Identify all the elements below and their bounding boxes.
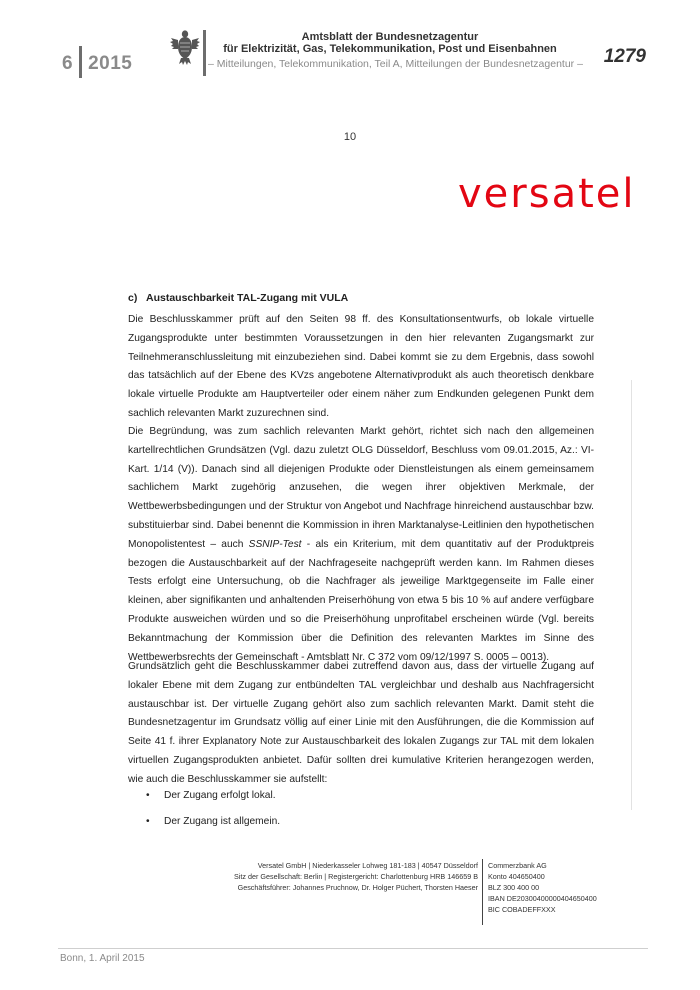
bank-account: Konto 404650400: [488, 872, 545, 881]
section-title: Austauschbarkeit TAL-Zugang mit VULA: [146, 292, 349, 304]
bank-iban: IBAN DE20300400000404650400: [488, 894, 597, 903]
bank-name: Commerzbank AG: [488, 861, 547, 870]
federal-eagle-icon: [170, 28, 200, 66]
publication-title-line2: für Elektrizität, Gas, Telekommunikation, Post und Eisenbahnen: [223, 43, 557, 55]
company-address: Versatel GmbH | Niederkasseler Lohweg 181-183 | 40547 Düsseldorf: [257, 861, 478, 870]
list-item: • Der Zugang erfolgt lokal.: [146, 787, 280, 813]
scan-artifact: [631, 380, 632, 810]
publication-subtitle: – Mitteilungen, Telekommunikation, Teil A, Mitteilungen der Bundesnetzagentur –: [208, 58, 583, 70]
footer-rule: [58, 948, 648, 949]
paragraph-2-part-a: Die Begründung, was zum sachlich relevanten Markt gehört, richtet sich nach den allgemeinen kartellrechtlichen Grundsätzen (Vgl. dazu zuletzt OLG Düsseldorf, Beschluss vom 09.01.2015, Az.: VI-Kart. 1/14 (V)). Danach sind all diejenigen Produkte oder Dienstleistungen als einem gemeinsamem sachlichem Markt zugehörig anzusehen, die wegen ihrer objektiven Merkmale, der Wettbewerbsbedingungen und der Struktur von Angebot und Nachfrage hinreichend austauschbar bzw. substituierbar sind. Dabei benennt die Kommission in ihren Marktanalyse-Leitlinien den hypothetischen Monopolistentest – auch: [128, 426, 594, 550]
versatel-logo: versatel: [458, 171, 636, 217]
bank-bic: BIC COBADEFFXXX: [488, 905, 556, 914]
issue-number: 6: [62, 53, 74, 74]
section-label: c): [128, 292, 138, 304]
issue-separator: [79, 46, 82, 78]
issue-label: [62, 46, 132, 78]
list-item: • Der Zugang ist allgemein.: [146, 813, 280, 839]
publication-title-line1: Amtsblatt der Bundesnetzagentur: [301, 31, 479, 43]
footer-divider: [482, 859, 483, 925]
company-directors: Geschäftsführer: Johannes Pruchnow, Dr. Holger Püchert, Thorsten Haeser: [237, 883, 478, 892]
letter-page-number: 10: [343, 131, 357, 143]
company-info: [208, 860, 478, 893]
bank-code: BLZ 300 400 00: [488, 883, 540, 892]
ssnip-test-term: SSNIP-Test: [248, 538, 302, 550]
company-registry: Sitz der Gesellschaft: Berlin | Registergericht: Charlottenburg HRB 146659 B: [234, 872, 478, 881]
issue-year: 2015: [88, 53, 133, 74]
paragraph-2-part-b: - als ein Kriterium, mit dem quantitativ auf der Produktpreis bezogen die Austauschbarkeit auf der Nachfrageseite nachgeprüft werden kann. Im Rahmen dieses Tests erfolgt eine Untersuchung, ob die Nachfrager als jeweilige Marktgegenseite im Falle einer kleinen, aber signifikanten und anhaltenden Preiserhöhung von etwa 5 bis 10 % auf andere verfügbare Produkte ausweichen würden und so die Preiserhöhung unprofitabel erscheinen würde (Vgl. bereits Bekanntmachung der Kommission über die Definition des relevanten Marktes im Sinne des Wettbewerbsrechts der Gemeinschaft - Amtsblatt Nr. C 372 vom 09/12/1997 S. 0005 – 0013).: [128, 538, 594, 663]
publication-page-number: 1279: [603, 46, 646, 67]
paragraph-1: Die Beschlusskammer prüft auf den Seiten 98 ff. des Konsultationsentwurfs, ob lokale virtuelle Zugangsprodukte unter bestimmten Voraussetzungen in den hier relevanten Zugangsmarkt zur Teilnehmeranschlussleitung mit einzubeziehen sind. Dabei kommt sie zu dem Ergebnis, dass sowohl das tatsächlich auf der Ebene des KVzs angebotene Alternativprodukt als auch theoretisch denkbare lokale virtuelle Produkte am Hauptverteiler oder einem näher zum Endkunden gelegenen Punkt dem sachlich relevanten Markt zuzurechnen sind.: [128, 314, 594, 419]
section-heading: [128, 292, 348, 304]
publication-title: [200, 31, 580, 55]
bank-info: [488, 860, 597, 915]
publication-date: Bonn, 1. April 2015: [60, 953, 145, 964]
paragraph-2: [128, 423, 594, 667]
criteria-list: [146, 787, 280, 839]
paragraph-3: Grundsätzlich geht die Beschlusskammer dabei zutreffend davon aus, dass der virtuelle Zugang auf lokaler Ebene mit dem Zugang zur entbündelten TAL vergleichbar und deshalb aus Nachfragersicht austauschbar ist. Der virtuelle Zugang gehört also zum sachlich relevanten Markt. Damit steht die Bundesnetzagentur im Grundsatz völlig auf einer Linie mit den Ausführungen, die die Kommission auf Seite 41 f. ihrer Explanatory Note zur Austauschbarkeit des lokalen Zugangs zur TAL mit dem lokalen virtuellen Zugangsprodukten anbietet. Dafür sollten drei kumulative Kriterien herangezogen werden, wie auch die Beschlusskammer sie aufstellt:: [128, 661, 594, 785]
